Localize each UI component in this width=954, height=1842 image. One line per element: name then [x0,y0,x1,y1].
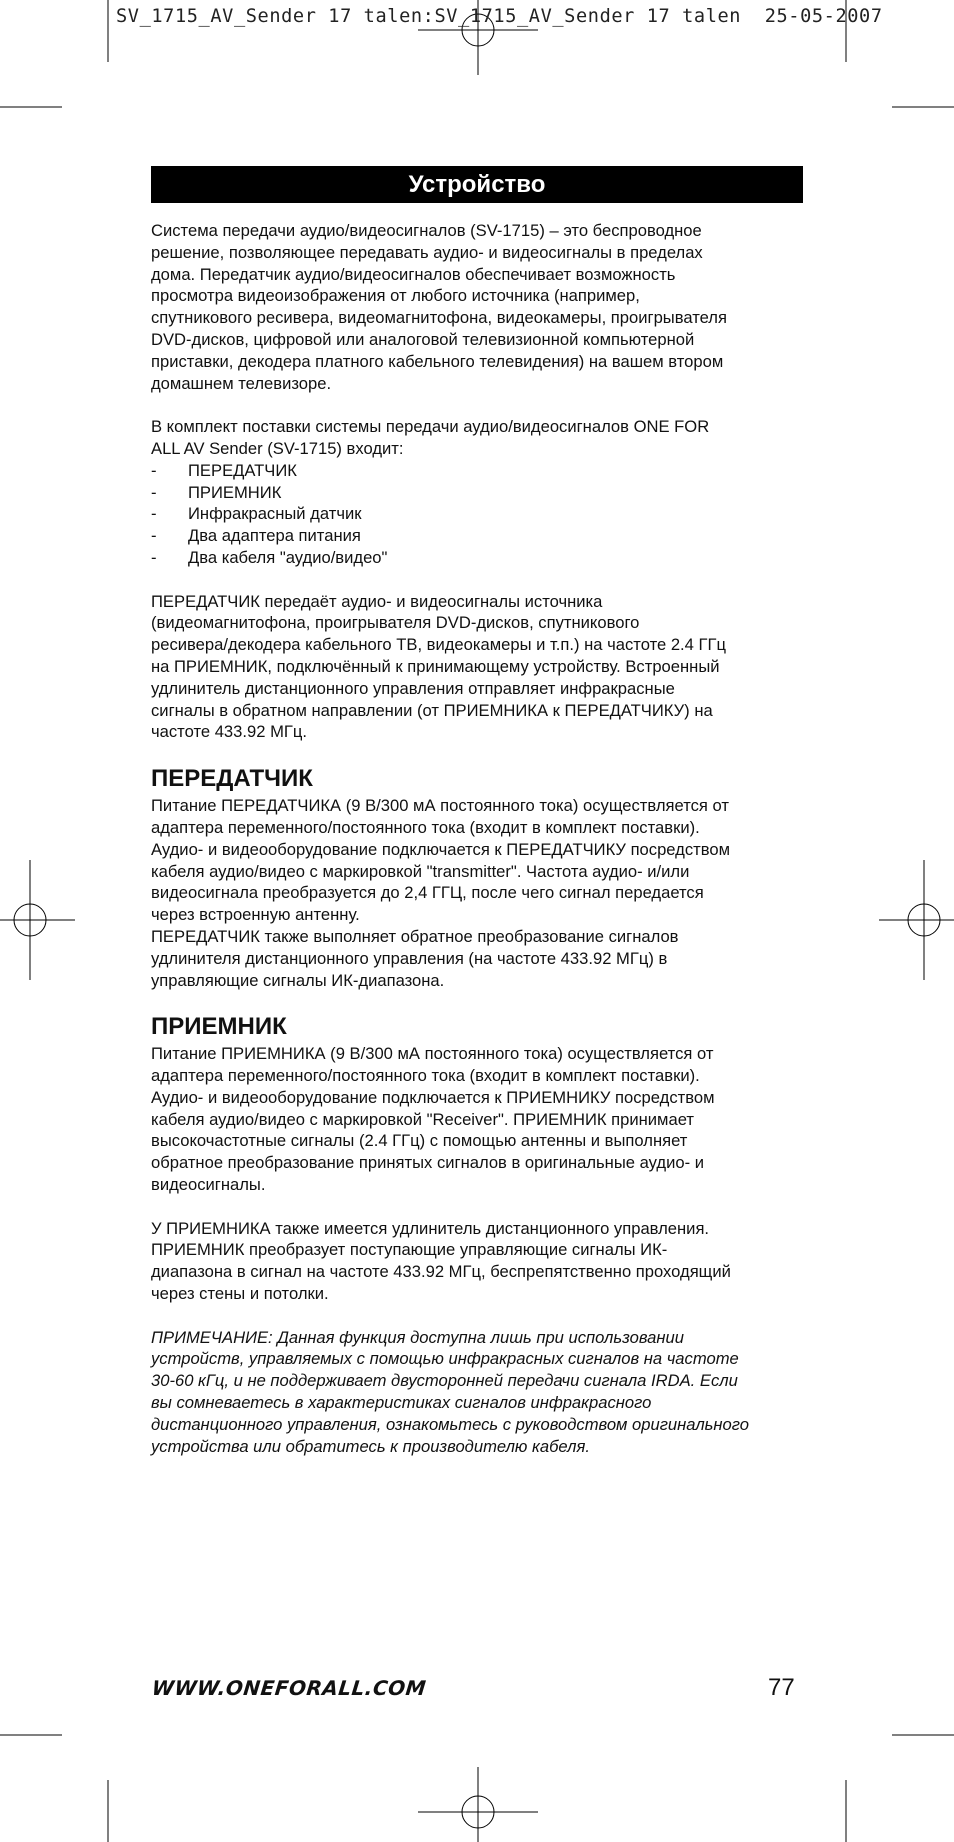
overview-line: частоте 433.92 МГц. [151,722,307,742]
receiver-extension-paragraph [151,1218,811,1305]
receiver-line: кабеля аудио/видео с маркировкой "Receiver". ПРИЕМНИК принимает [151,1109,694,1129]
kit-paragraph [151,416,811,569]
transmitter-line: ПЕРЕДАТЧИК также выполняет обратное преобразование сигналов [151,926,679,946]
intro-line: домашнем телевизоре. [151,373,332,393]
overview-line: удлинитель дистанционного управления отправляет инфракрасные [151,678,675,698]
note-line: дистанционного управления, ознакомьтесь с руководством оригинального [151,1414,749,1434]
overview-line: ресивера/декодера кабельного ТВ, видеокамеры и т.п.) на частоте 2.4 ГГц [151,635,726,655]
note-line: устройства или обратитесь к производителю кабеля. [151,1436,590,1456]
intro-line: Система передачи аудио/видеосигналов (SV-1715) – это беспроводное [151,221,702,240]
transmitter-line: видеосигнала преобразуется до 2,4 ГГЦ, после чего сигнал передается [151,883,704,903]
overview-paragraph [151,591,811,744]
list-item: - Два кабеля "аудио/видео" [151,547,388,567]
transmitter-paragraph [151,795,811,991]
overview-line: сигналы в обратном направлении (от ПРИЕМНИКА к ПЕРЕДАТЧИКУ) на [151,700,713,720]
receiver-extension-line: У ПРИЕМНИКА также имеется удлинитель дистанционного управления. [151,1218,710,1238]
overview-line: на ПРИЕМНИК, подключённый к принимающему устройству. Встроенный [151,656,720,676]
intro-paragraph [151,220,811,394]
kit-intro-line: В комплект поставки системы передачи аудио/видеосигналов ONE FOR [151,417,710,437]
transmitter-line: Питание ПЕРЕДАТЧИКА (9 В/300 мА постоянного тока) осуществляется от [151,796,729,816]
list-item: - Два адаптера питания [151,526,361,546]
footer-url: WWW.ONEFORALL.COM [150,1676,428,1700]
note-line: ПРИМЕЧАНИЕ: Данная функция доступна лишь при использовании [151,1327,684,1347]
intro-line: спутникового ресивера, видеомагнитофона, видеокамеры, проигрывателя [151,308,727,328]
kit-intro-line: ALL AV Sender (SV-1715) входит: [151,438,404,458]
receiver-paragraph [151,1043,811,1196]
transmitter-line: адаптера переменного/постоянного тока (входит в комплект поставки). [151,817,700,837]
receiver-line: видеосигналы. [151,1175,266,1195]
overview-line: ПЕРЕДАТЧИК передаёт аудио- и видеосигналы источника [151,591,603,611]
note-line: вы сомневаетесь в характеристиках сигналов инфракрасного [151,1393,652,1413]
intro-line: просмотра видеоизображения от любого источника (например, [151,286,640,306]
receiver-line: Питание ПРИЕМНИКА (9 В/300 мА постоянного тока) осуществляется от [151,1044,714,1064]
intro-line: DVD-дисков, цифровой или аналоговой телевизионной компьютерной [151,329,695,349]
note-paragraph [151,1327,811,1458]
receiver-line: адаптера переменного/постоянного тока (входит в комплект поставки). [151,1066,700,1086]
receiver-extension-line: через стены и потолки. [151,1284,329,1304]
list-item: - ПРИЕМНИК [151,482,282,502]
receiver-heading: ПРИЕМНИК [151,1013,287,1041]
transmitter-line: Аудио- и видеооборудование подключается к ПЕРЕДАТЧИКУ посредством [151,839,731,859]
list-item: - ПЕРЕДАТЧИК [151,460,297,480]
intro-line: дома. Передатчик аудио/видеосигналов обеспечивает возможность [151,264,676,284]
note-line: устройств, управляемых с помощью инфракрасных сигналов на частоте [151,1349,739,1369]
page-title: Устройство [151,166,803,203]
receiver-extension-line: ПРИЕМНИК преобразует поступающие управляющие сигналы ИК- [151,1240,668,1260]
intro-line: решение, позволяющее передавать аудио- и видеосигналы в пределах [151,242,703,262]
transmitter-line: удлинителя дистанционного управления (на частоте 433.92 МГц) в [151,948,668,968]
intro-line: приставки, декодера платного кабельного телевидения) на вашем втором [151,351,724,371]
kit-list [151,460,811,569]
list-item: - Инфракрасный датчик [151,504,362,524]
page-number: 77 [768,1674,795,1701]
receiver-line: высокочастотные сигналы (2.4 ГГц) с помощью антенны и выполняет [151,1131,688,1151]
overview-line: (видеомагнитофона, проигрывателя DVD-дисков, спутникового [151,613,640,633]
receiver-line: Аудио- и видеооборудование подключается к ПРИЕМНИКУ посредством [151,1087,715,1107]
receiver-line: обратное преобразование принятых сигналов в оригинальные аудио- и [151,1153,704,1173]
print-slug-line: SV_1715_AV_Sender 17 talen:SV_1715_AV_Sender 17 talen 25-05-2007 [116,6,883,27]
receiver-extension-line: диапазона в сигнал на частоте 433.92 МГц, беспрепятственно проходящий [151,1262,731,1282]
note-line: 30-60 кГц, и не поддерживает двусторонней передачи сигнала IRDA. Если [151,1371,738,1391]
transmitter-line: через встроенную антенну. [151,905,360,925]
document-body [151,220,811,1457]
transmitter-line: управляющие сигналы ИК-диапазона. [151,970,445,990]
transmitter-heading: ПЕРЕДАТЧИК [151,765,313,793]
transmitter-line: кабеля аудио/видео с маркировкой "transmitter". Частота аудио- и/или [151,861,690,881]
